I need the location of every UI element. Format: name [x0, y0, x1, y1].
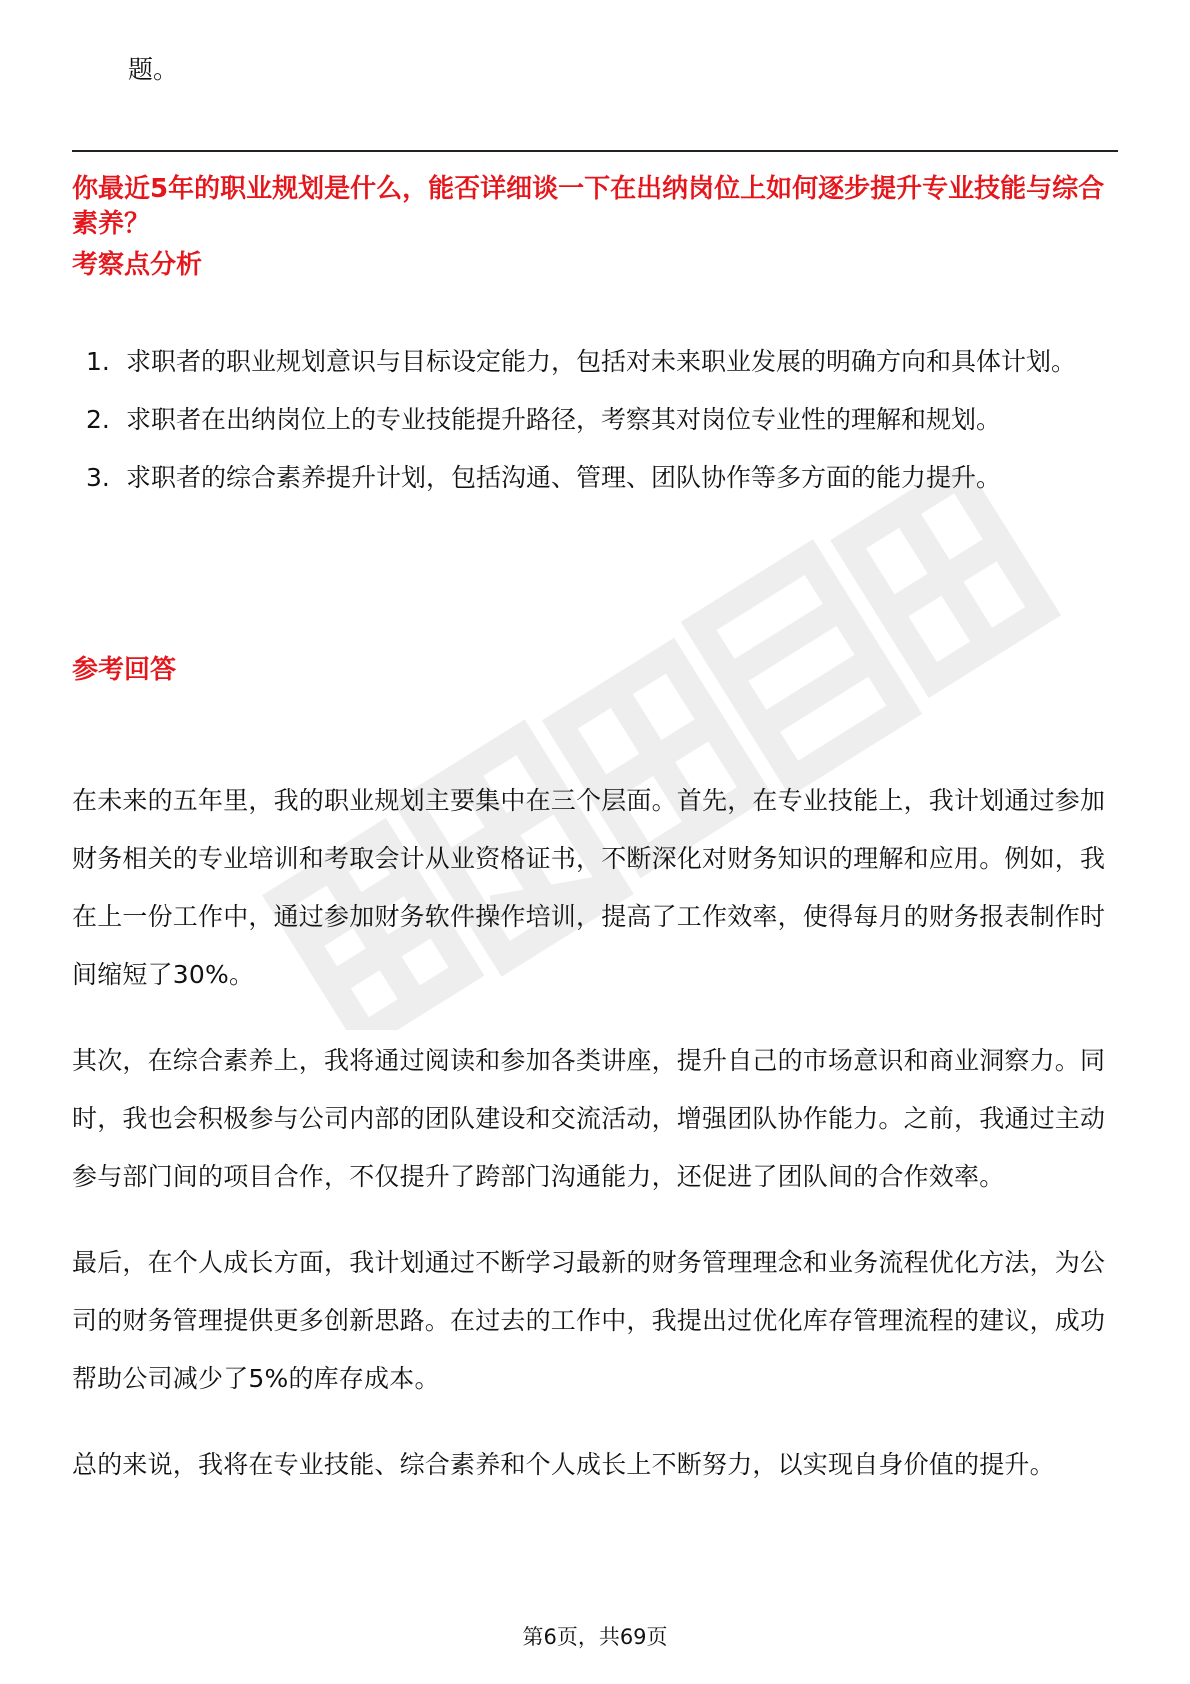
- analysis-list: [72, 333, 1122, 507]
- continuation-text: 题。: [128, 55, 179, 84]
- reference-answer: [72, 772, 1122, 1522]
- list-item-text: 求职者的职业规划意识与目标设定能力，包括对未来职业发展的明确方向和具体计划。: [126, 347, 1077, 376]
- answer-paragraph: 总的来说，我将在专业技能、综合素养和个人成长上不断努力，以实现自身价值的提升。: [72, 1450, 1055, 1479]
- list-item-number: 2.: [86, 405, 110, 434]
- list-item-number: 1.: [86, 347, 110, 376]
- reference-heading: 参考回答: [72, 655, 177, 685]
- answer-paragraph: 在未来的五年里，我的职业规划主要集中在三个层面。首先，在专业技能上，我计划通过参加财务相关的专业培训和考取会计从业资格证书，不断深化对财务知识的理解和应用。例如，我在上一份工作中，通过参加财务软件操作培训，提高了工作效率，使得每月的财务报表制作时间缩短了30%。: [72, 786, 1106, 989]
- analysis-heading: 考察点分析: [72, 250, 203, 280]
- list-item: [72, 391, 1122, 449]
- section-divider: [72, 150, 1118, 152]
- page-number: 第6页，共69页: [522, 1625, 668, 1649]
- list-item: [72, 333, 1122, 391]
- list-item-text: 求职者的综合素养提升计划，包括沟通、管理、团队协作等多方面的能力提升。: [126, 463, 1002, 492]
- answer-paragraph: 最后，在个人成长方面，我计划通过不断学习最新的财务管理理念和业务流程优化方法，为公司的财务管理提供更多创新思路。在过去的工作中，我提出过优化库存管理流程的建议，成功帮助公司减少了5%的库存成本。: [72, 1248, 1106, 1393]
- question-title: 你最近5年的职业规划是什么，能否详细谈一下在出纳岗位上如何逐步提升专业技能与综合素养？: [72, 174, 1105, 239]
- list-item-number: 3.: [86, 463, 110, 492]
- answer-paragraph: 其次，在综合素养上，我将通过阅读和参加各类讲座，提升自己的市场意识和商业洞察力。同时，我也会积极参与公司内部的团队建设和交流活动，增强团队协作能力。之前，我通过主动参与部门间的项目合作，不仅提升了跨部门沟通能力，还促进了团队间的合作效率。: [72, 1046, 1106, 1191]
- list-item-text: 求职者在出纳岗位上的专业技能提升路径，考察其对岗位专业性的理解和规划。: [126, 405, 1002, 434]
- list-item: [72, 449, 1122, 507]
